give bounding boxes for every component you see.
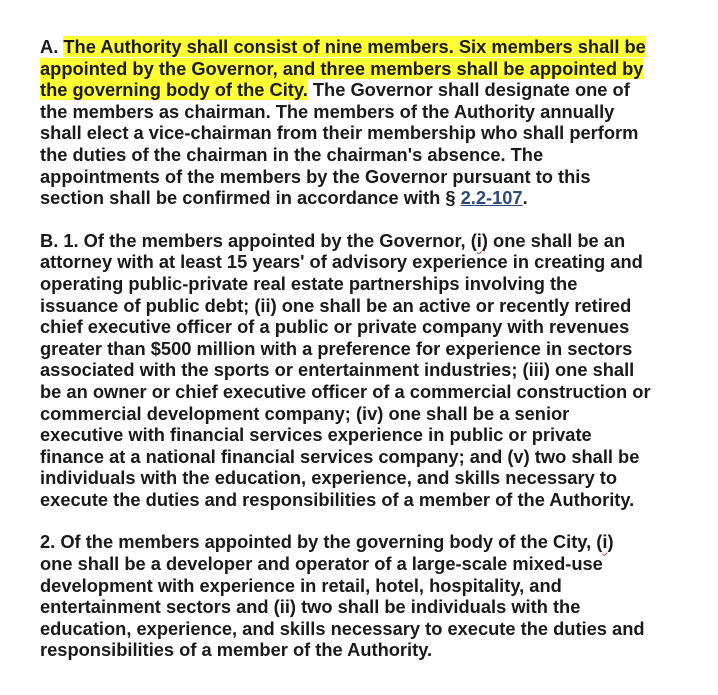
text-line: shall elect a vice-chairman from their membership who shall perform <box>40 122 639 144</box>
spellcheck-marked-text: i <box>602 531 608 553</box>
text-line: ) <box>607 531 614 553</box>
text-line: section shall be confirmed in accordance with § <box>40 187 461 209</box>
paragraph-a <box>40 36 712 209</box>
highlighted-text: The Authority shall consist of nine members. Six members shall be <box>63 36 646 57</box>
highlighted-text: appointed by the Governor, and three members shall be appointed by <box>40 57 644 79</box>
text-line: B. 1. Of the members appointed by the Governor, ( <box>40 229 477 251</box>
section-a-label: A. <box>40 36 64 57</box>
text-line: execute the duties and responsibilities of a member of the Authority. <box>40 488 635 510</box>
text-line: chief executive officer of a public or private company with revenues <box>40 316 630 338</box>
text-line: executive with financial services experience in public or private <box>40 424 592 446</box>
text-line: responsibilities of a member of the Authority. <box>40 639 433 661</box>
text-line: commercial development company; (iv) one shall be a senior <box>40 402 570 424</box>
text-line: greater than $500 million with a preference for experience in sectors <box>40 337 633 359</box>
text-line: development with experience in retail, hotel, hospitality, and <box>40 574 562 596</box>
text-line: education, experience, and skills necessary to execute the duties and <box>40 617 645 639</box>
text-line: associated with the sports or entertainment industries; (iii) one shall <box>40 359 635 381</box>
text-line: appointments of the members by the Governor pursuant to this <box>40 165 591 187</box>
text-line: issuance of public debt; (ii) one shall be an active or recently retired <box>40 294 632 316</box>
text-line: individuals with the education, experience, and skills necessary to <box>40 467 618 489</box>
text-line: the members as chairman. The members of the Authority annually <box>40 100 615 122</box>
text-line: the duties of the chairman in the chairman's absence. The <box>40 143 544 165</box>
text-line: finance at a national financial services company; and (v) two shall be <box>40 445 640 467</box>
text-line: ) one shall be an <box>481 229 626 251</box>
text-period: . <box>522 187 528 209</box>
paragraph-b2 <box>40 531 712 661</box>
text-line: attorney with at least 15 years' of advisory experience in creating and <box>40 251 643 273</box>
text-line: be an owner or chief executive officer of a commercial construction or <box>40 380 651 402</box>
text-line: one shall be a developer and operator of a large-scale mixed-use <box>40 553 603 575</box>
document-body <box>40 36 712 682</box>
text-after-highlight: The Governor shall designate one of <box>307 79 630 101</box>
paragraph-b1 <box>40 230 712 511</box>
highlighted-text: the governing body of the City. <box>40 79 308 101</box>
statute-link[interactable]: 2.2-107 <box>460 187 523 209</box>
text-line: 2. Of the members appointed by the governing body of the City, ( <box>40 531 603 553</box>
text-line: operating public-private real estate partnerships involving the <box>40 272 578 294</box>
spellcheck-marked-text: i <box>476 229 482 251</box>
text-line: entertainment sectors and (ii) two shall be individuals with the <box>40 596 581 618</box>
